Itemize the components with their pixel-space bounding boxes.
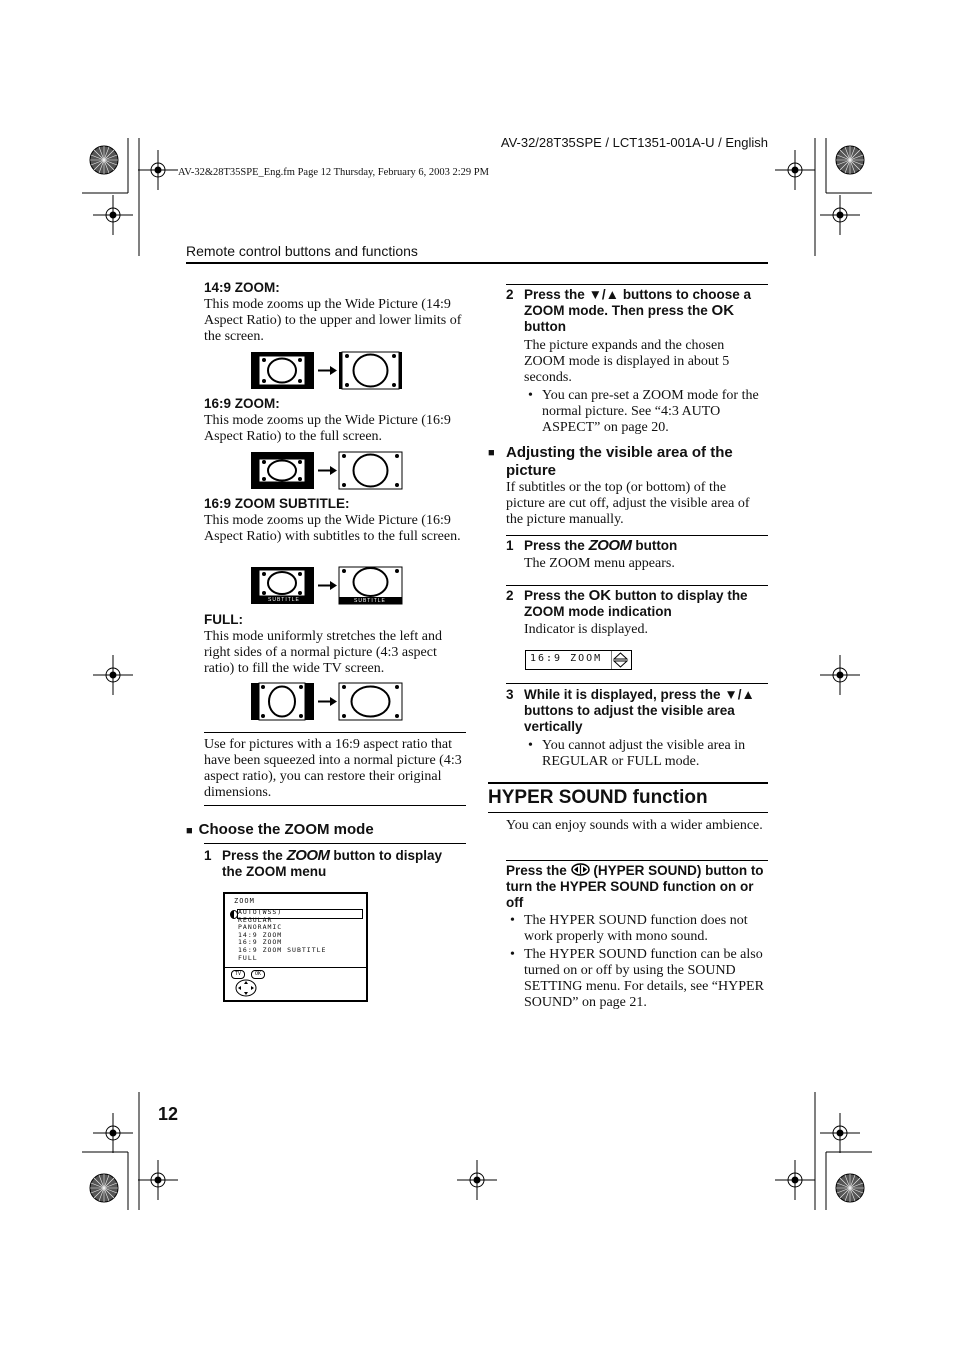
adjust-text: If subtitles or the top (or bottom) of the picture are cut off, adjust the visible area of the picture manually. — [506, 480, 750, 527]
adjust-step-1: Press the ZOOM button — [524, 537, 678, 554]
hyper-sound-bullet-1: • The HYPER SOUND function does not work properly with mono sound. — [524, 913, 768, 945]
section-title: Remote control buttons and functions — [186, 243, 418, 259]
up-down-indicator-icon — [611, 651, 630, 669]
zoom-indicator-text: 16:9 ZOOM — [530, 653, 603, 664]
adjust-step2-rule — [506, 585, 768, 586]
full-title: FULL: — [204, 612, 243, 627]
zoom-button-glyph: ZOOM — [588, 537, 632, 554]
ok-button-glyph: OK — [588, 587, 612, 604]
down-up-arrows-icon: ▼/▲ — [724, 687, 755, 702]
tv-button-icon: TV — [231, 970, 245, 979]
hyper-sound-instruction: Press the (HYPER SOUND) button to turn the HYPER SOUND function on or off — [506, 863, 764, 910]
step-2-text: The picture expands and the chosen ZOOM mode is displayed in about 5 seconds. — [524, 338, 730, 385]
page-number: 12 — [158, 1104, 179, 1124]
step-2-bullet: • You can pre-set a ZOOM mode for the normal picture. See “4:3 AUTO ASPECT” on page 20. — [542, 388, 768, 436]
down-up-arrows-icon: ▼/▲ — [588, 287, 620, 302]
step-2-instruction: Press the ▼/▲ buttons to choose a ZOOM mode. Then press the OK button — [524, 287, 752, 334]
hyper-rule-bottom — [488, 812, 768, 813]
subtitle-tag-right: SUBTITLE — [354, 598, 386, 604]
adjust-step-2-text: Indicator is displayed. — [524, 622, 649, 637]
zoom-169-text: This mode zooms up the Wide Picture (16:9 Aspect Ratio) to the full screen. — [204, 413, 451, 444]
ok-button-glyph: OK — [711, 302, 735, 319]
full-diagram — [250, 682, 405, 722]
ok-button-icon: OK — [251, 970, 265, 979]
zoom-menu-screen — [223, 892, 368, 1002]
hyper-rule-top — [488, 782, 768, 784]
zoom-169-title: 16:9 ZOOM: — [204, 396, 280, 411]
subtitle-tag-left: SUBTITLE — [268, 597, 300, 603]
adjust-step-2-num: 2 — [506, 588, 514, 603]
document-id: AV-32/28T35SPE / LCT1351-001A-U / English — [500, 135, 768, 150]
zoom-169-subtitle-diagram — [250, 566, 405, 606]
zoom-indicator — [525, 650, 632, 670]
full-text: This mode uniformly stretches the left and right sides of a normal picture (4:3 aspect ratio) to fill the wide TV screen. — [204, 629, 442, 676]
zoom-169-diagram — [250, 451, 405, 491]
adjust-step1-rule — [506, 535, 768, 536]
zoom-menu-item: FULL — [238, 953, 258, 962]
zoom-149-text: This mode zooms up the Wide Picture (14:9 Aspect Ratio) to the upper and lower limits of the screen. — [204, 297, 462, 344]
hyper-step-rule — [506, 860, 768, 861]
zoom-menu-divider — [225, 967, 366, 968]
zoom-button-glyph: ZOOM — [286, 847, 330, 864]
zoom-menu-item: AUTO(WSS) — [238, 908, 283, 916]
hyper-sound-heading: HYPER SOUND function — [488, 787, 708, 808]
zoom-149-diagram — [250, 351, 405, 391]
choose-step-1-num: 1 — [204, 848, 212, 863]
note-text: Use for pictures with a 16:9 aspect ratio that have been squeezed into a normal picture (4:3 aspect ratio), you can restore their original dimensions. — [204, 737, 462, 800]
zoom-menu-item: PANORAMIC — [238, 923, 283, 932]
zoom-169-subtitle-title: 16:9 ZOOM SUBTITLE: — [204, 496, 350, 511]
file-info: AV-32&28T35SPE_Eng.fm Page 12 Thursday, February 6, 2003 2:29 PM — [178, 167, 489, 178]
zoom-menu-item: 16:9 ZOOM — [238, 938, 283, 947]
zoom-menu-list — [238, 909, 326, 962]
zoom-149-title: 14:9 ZOOM: — [204, 280, 280, 295]
header-rule — [186, 262, 768, 264]
adjust-step-2: Press the OK button to display the ZOOM mode indication — [524, 587, 748, 619]
zoom-menu-item: 14:9 ZOOM — [238, 930, 283, 939]
choose-step-1: Press the ZOOM button to display the ZOOM menu — [222, 847, 443, 879]
zoom-menu-title: ZOOM — [234, 897, 255, 905]
step-2-num: 2 — [506, 287, 514, 302]
hyper-sound-bullet-2: • The HYPER SOUND function can be also turned on or off by using the SOUND SETTING menu. For details, see “HYPER SOUND” on page 21. — [524, 947, 768, 1011]
adjust-heading: ■ Adjusting the visible area of the picture — [488, 444, 733, 479]
zoom-menu-cursor-icon — [230, 910, 238, 919]
note-rule-bottom — [204, 805, 466, 806]
hyper-sound-text: You can enjoy sounds with a wider ambience. — [506, 818, 763, 833]
dpad-icon — [235, 979, 257, 997]
adjust-step-3-num: 3 — [506, 687, 514, 702]
zoom-menu-item: REGULAR — [238, 915, 273, 924]
adjust-step-1-text: The ZOOM menu appears. — [524, 556, 675, 571]
step2-rule — [506, 284, 768, 285]
note-rule-top — [204, 732, 466, 733]
hyper-sound-icon — [571, 863, 590, 876]
adjust-step-3-bullet: • You cannot adjust the visible area in REGULAR or FULL mode. — [542, 738, 768, 770]
zoom-menu-item: 16:9 ZOOM SUBTITLE — [238, 945, 327, 954]
choose-zoom-heading: ■ Choose the ZOOM mode — [186, 821, 374, 838]
choose-zoom-rule — [204, 843, 466, 844]
adjust-step-1-num: 1 — [506, 538, 514, 553]
adjust-step3-rule — [506, 683, 768, 684]
adjust-step-3: While it is displayed, press the ▼/▲ buttons to adjust the visible area vertically — [524, 687, 755, 734]
zoom-169-subtitle-text: This mode zooms up the Wide Picture (16:9 Aspect Ratio) with subtitles to the full screen. — [204, 513, 461, 544]
